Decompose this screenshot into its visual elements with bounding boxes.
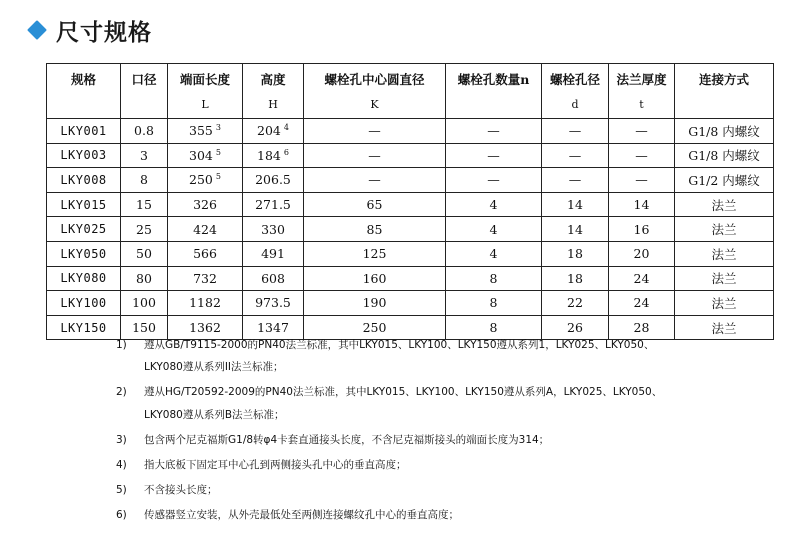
height-cell-value: 1347 xyxy=(257,320,289,336)
footnote-line xyxy=(116,337,654,352)
footnote-number: 4) xyxy=(116,459,127,471)
height-cell xyxy=(243,192,304,217)
bolt-count-cell-value: 8 xyxy=(489,270,498,286)
bolt-circle-cell xyxy=(304,291,446,316)
bolt-circle-cell xyxy=(304,168,446,193)
model-cell-value: LKY100 xyxy=(60,295,107,310)
flange-thickness-cell-value: 14 xyxy=(633,197,650,213)
column-header xyxy=(168,64,243,119)
connection-cell xyxy=(675,291,774,316)
bolt-count-cell-value: — xyxy=(487,172,500,188)
column-header-label: 连接方式 xyxy=(698,72,749,87)
model-cell xyxy=(47,241,121,266)
footnote-line xyxy=(116,507,459,522)
length-cell xyxy=(168,119,243,144)
height-cell-value: 206.5 xyxy=(255,172,291,188)
diameter-cell xyxy=(121,168,168,193)
footnote-line xyxy=(116,482,218,497)
length-cell-value: 355 xyxy=(189,123,213,139)
bolt-circle-cell xyxy=(304,143,446,168)
table-row xyxy=(47,143,774,168)
footnote-ref: 3 xyxy=(215,123,221,133)
column-header xyxy=(121,64,168,119)
bolt-circle-cell-value: — xyxy=(368,172,381,188)
bolt-circle-cell xyxy=(304,119,446,144)
column-header-symbol: H xyxy=(268,98,278,111)
footnote-number: 2) xyxy=(116,386,127,398)
column-header xyxy=(304,64,446,119)
column-header-symbol: L xyxy=(201,98,209,111)
diameter-cell xyxy=(121,217,168,242)
flange-thickness-cell xyxy=(609,266,675,291)
connection-cell-value: 法兰 xyxy=(711,246,737,262)
flange-thickness-cell xyxy=(609,192,675,217)
bolt-hole-cell-value: 14 xyxy=(567,197,583,213)
column-header-label: 法兰厚度 xyxy=(616,72,667,87)
height-cell-value: 271.5 xyxy=(255,197,291,213)
bolt-circle-cell-value: 85 xyxy=(366,221,383,237)
column-header xyxy=(446,64,542,119)
length-cell xyxy=(168,168,243,193)
column-header xyxy=(243,64,304,119)
bolt-circle-cell-value: — xyxy=(368,147,381,163)
bolt-count-cell xyxy=(446,217,542,242)
bolt-count-cell-value: 8 xyxy=(489,320,498,336)
footnote-text: LKY080遵从系列II法兰标准； xyxy=(144,361,284,373)
table-row xyxy=(47,168,774,193)
length-cell-value: 566 xyxy=(193,246,217,262)
height-cell xyxy=(243,241,304,266)
flange-thickness-cell-value: 16 xyxy=(633,221,650,237)
column-header-label: 螺栓孔径 xyxy=(549,72,600,87)
diameter-cell-value: 3 xyxy=(140,147,148,163)
column-header-label: 螺栓孔中心圆直径 xyxy=(324,72,425,87)
bolt-hole-cell-value: — xyxy=(568,123,582,139)
height-cell-value: 330 xyxy=(261,221,285,237)
column-header-symbol: K xyxy=(370,98,379,111)
footnote-line xyxy=(116,407,285,422)
diameter-cell xyxy=(121,119,168,144)
section-header xyxy=(26,14,152,46)
height-cell-value: 204 xyxy=(257,123,281,139)
bolt-count-cell xyxy=(446,143,542,168)
footnote-ref: 4 xyxy=(283,123,289,133)
diameter-cell xyxy=(121,291,168,316)
bolt-hole-cell-value: — xyxy=(568,172,582,188)
bolt-circle-cell-value: 190 xyxy=(362,295,387,311)
model-cell-value: LKY003 xyxy=(60,148,107,163)
model-cell xyxy=(47,168,121,193)
column-header-symbol: t xyxy=(639,98,644,111)
model-cell xyxy=(47,315,121,340)
bolt-circle-cell xyxy=(304,217,446,242)
column-header xyxy=(47,64,121,119)
model-cell-value: LKY050 xyxy=(60,246,107,261)
table-row xyxy=(47,241,774,266)
flange-thickness-cell xyxy=(609,217,675,242)
length-cell xyxy=(168,291,243,316)
footnote-number: 1) xyxy=(116,339,127,351)
model-cell-value: LKY001 xyxy=(60,123,107,138)
length-cell xyxy=(168,241,243,266)
section-title: 尺寸规格 xyxy=(56,19,152,46)
height-cell xyxy=(243,143,304,168)
footnote-ref: 5 xyxy=(215,147,221,157)
diameter-cell-value: 0.8 xyxy=(134,123,154,139)
flange-thickness-cell-value: 24 xyxy=(633,270,650,286)
bolt-circle-cell-value: — xyxy=(368,123,381,139)
length-cell xyxy=(168,143,243,168)
column-header-label: 螺栓孔数量n xyxy=(457,72,530,87)
bolt-count-cell-value: 4 xyxy=(489,221,498,237)
column-header xyxy=(609,64,675,119)
table-row xyxy=(47,266,774,291)
flange-thickness-cell xyxy=(609,168,675,193)
bolt-circle-cell-value: 250 xyxy=(362,320,387,336)
column-header-label: 端面长度 xyxy=(179,72,230,87)
footnote-ref: 5 xyxy=(215,172,221,182)
model-cell xyxy=(47,217,121,242)
length-cell xyxy=(168,192,243,217)
model-cell xyxy=(47,192,121,217)
length-cell xyxy=(168,266,243,291)
footnote-number: 5) xyxy=(116,484,127,496)
height-cell-value: 184 xyxy=(257,147,281,163)
table-row xyxy=(47,192,774,217)
footnote-text: 遵从GB/T9115-2000的PN40法兰标准，其中LKY015、LKY100、LKY150遵从系列1，LKY025、LKY050、 xyxy=(144,339,655,351)
bolt-hole-cell-value: 18 xyxy=(567,246,583,262)
connection-cell xyxy=(675,143,774,168)
length-cell-value: 304 xyxy=(189,147,213,163)
diameter-cell-value: 25 xyxy=(136,221,152,237)
column-header xyxy=(542,64,609,119)
connection-cell-value: 法兰 xyxy=(711,222,737,238)
table-row xyxy=(47,119,774,144)
bolt-hole-cell-value: 26 xyxy=(567,320,583,336)
footnote-number: 6) xyxy=(116,509,127,521)
footnote-text: 包含两个尼克福斯G1/8转φ4卡套直通接头长度，不含尼克福斯接头的端面长度为314； xyxy=(144,434,550,446)
footnote-line xyxy=(116,457,407,472)
diameter-cell-value: 15 xyxy=(136,197,152,213)
bolt-hole-cell xyxy=(542,192,609,217)
footnote-text: 传感器竖立安装，从外壳最低处至两侧连接螺纹孔中心的垂直高度； xyxy=(144,509,459,521)
connection-cell-value: G1/8 内螺纹 xyxy=(688,123,760,139)
bolt-count-cell xyxy=(446,266,542,291)
diameter-cell-value: 150 xyxy=(132,320,156,336)
bolt-count-cell xyxy=(446,168,542,193)
spec-table xyxy=(46,63,774,340)
table-row xyxy=(47,217,774,242)
bolt-circle-cell-value: 160 xyxy=(362,270,387,286)
bolt-circle-cell-value: 125 xyxy=(362,246,387,262)
column-header xyxy=(675,64,774,119)
bolt-count-cell-value: — xyxy=(487,123,500,139)
bolt-hole-cell-value: 18 xyxy=(567,270,583,286)
length-cell-value: 1362 xyxy=(189,320,221,336)
table-row xyxy=(47,291,774,316)
model-cell xyxy=(47,266,121,291)
diameter-cell-value: 100 xyxy=(132,295,156,311)
footnote-text: 指大底板下固定耳中心孔到两侧接头孔中心的垂直高度； xyxy=(144,459,407,471)
bolt-circle-cell xyxy=(304,241,446,266)
height-cell xyxy=(243,119,304,144)
height-cell xyxy=(243,266,304,291)
bolt-hole-cell xyxy=(542,291,609,316)
footnote-line xyxy=(116,359,284,374)
model-cell xyxy=(47,119,121,144)
model-cell-value: LKY080 xyxy=(60,271,107,286)
connection-cell xyxy=(675,119,774,144)
flange-thickness-cell-value: 28 xyxy=(633,320,650,336)
height-cell-value: 973.5 xyxy=(255,295,291,311)
connection-cell-value: 法兰 xyxy=(711,295,737,311)
table-header-row xyxy=(47,64,774,119)
bolt-hole-cell xyxy=(542,143,609,168)
diameter-cell-value: 80 xyxy=(136,270,152,286)
length-cell-value: 326 xyxy=(193,197,217,213)
length-cell xyxy=(168,217,243,242)
length-cell-value: 424 xyxy=(193,221,217,237)
footnote-line xyxy=(116,432,549,447)
bolt-count-cell xyxy=(446,241,542,266)
bolt-hole-cell xyxy=(542,217,609,242)
bolt-hole-cell xyxy=(542,168,609,193)
connection-cell xyxy=(675,217,774,242)
footnote-text: 不含接头长度； xyxy=(144,484,218,496)
connection-cell-value: 法兰 xyxy=(711,271,737,287)
bolt-count-cell-value: — xyxy=(487,147,500,163)
flange-thickness-cell xyxy=(609,143,675,168)
bolt-count-cell-value: 4 xyxy=(489,246,498,262)
bolt-count-cell-value: 8 xyxy=(489,295,498,311)
model-cell xyxy=(47,291,121,316)
connection-cell xyxy=(675,241,774,266)
table-body xyxy=(47,119,774,340)
diameter-cell-value: 8 xyxy=(140,172,148,188)
footnote-text: 遵从HG/T20592-2009的PN40法兰标准，其中LKY015、LKY100、LKY150遵从系列A，LKY025、LKY050、 xyxy=(144,386,663,398)
diamond-bullet-icon xyxy=(27,20,47,40)
connection-cell-value: G1/2 内螺纹 xyxy=(688,172,760,188)
diameter-cell xyxy=(121,241,168,266)
flange-thickness-cell-value: 20 xyxy=(633,246,650,262)
flange-thickness-cell xyxy=(609,241,675,266)
height-cell xyxy=(243,291,304,316)
connection-cell-value: 法兰 xyxy=(711,320,737,336)
bolt-count-cell xyxy=(446,119,542,144)
column-header-label: 规格 xyxy=(70,72,96,87)
connection-cell xyxy=(675,266,774,291)
bolt-hole-cell xyxy=(542,266,609,291)
flange-thickness-cell-value: — xyxy=(635,123,648,139)
diameter-cell xyxy=(121,266,168,291)
length-cell-value: 732 xyxy=(193,270,217,286)
bolt-circle-cell-value: 65 xyxy=(366,197,383,213)
model-cell-value: LKY008 xyxy=(60,172,107,187)
flange-thickness-cell xyxy=(609,291,675,316)
connection-cell-value: G1/8 内螺纹 xyxy=(688,148,760,164)
length-cell-value: 1182 xyxy=(189,295,221,311)
bolt-hole-cell xyxy=(542,119,609,144)
flange-thickness-cell-value: — xyxy=(635,172,648,188)
bolt-count-cell xyxy=(446,192,542,217)
bolt-hole-cell-value: — xyxy=(568,147,582,163)
bolt-count-cell-value: 4 xyxy=(489,197,498,213)
column-header-symbol: d xyxy=(571,98,579,111)
footnote-ref: 6 xyxy=(283,147,289,157)
diameter-cell xyxy=(121,143,168,168)
connection-cell-value: 法兰 xyxy=(711,197,737,213)
bolt-circle-cell xyxy=(304,266,446,291)
diameter-cell xyxy=(121,192,168,217)
connection-cell xyxy=(675,315,774,340)
bolt-circle-cell xyxy=(304,192,446,217)
model-cell-value: LKY015 xyxy=(60,197,107,212)
flange-thickness-cell-value: 24 xyxy=(633,295,650,311)
flange-thickness-cell xyxy=(609,119,675,144)
height-cell xyxy=(243,168,304,193)
bolt-hole-cell-value: 22 xyxy=(567,295,583,311)
model-cell xyxy=(47,143,121,168)
height-cell-value: 491 xyxy=(261,246,285,262)
footnote-text: LKY080遵从系列B法兰标准； xyxy=(144,409,285,421)
connection-cell xyxy=(675,168,774,193)
footnote-line xyxy=(116,384,662,399)
flange-thickness-cell-value: — xyxy=(635,147,648,163)
height-cell xyxy=(243,217,304,242)
bolt-hole-cell xyxy=(542,241,609,266)
connection-cell xyxy=(675,192,774,217)
model-cell-value: LKY150 xyxy=(60,320,107,335)
bolt-hole-cell-value: 14 xyxy=(567,221,583,237)
height-cell-value: 608 xyxy=(261,270,285,286)
bolt-count-cell xyxy=(446,291,542,316)
column-header-label: 口径 xyxy=(131,72,157,87)
column-header-label: 高度 xyxy=(260,72,286,87)
footnote-number: 3) xyxy=(116,434,127,446)
diameter-cell-value: 50 xyxy=(136,246,152,262)
length-cell-value: 250 xyxy=(189,172,213,188)
model-cell-value: LKY025 xyxy=(60,222,107,237)
